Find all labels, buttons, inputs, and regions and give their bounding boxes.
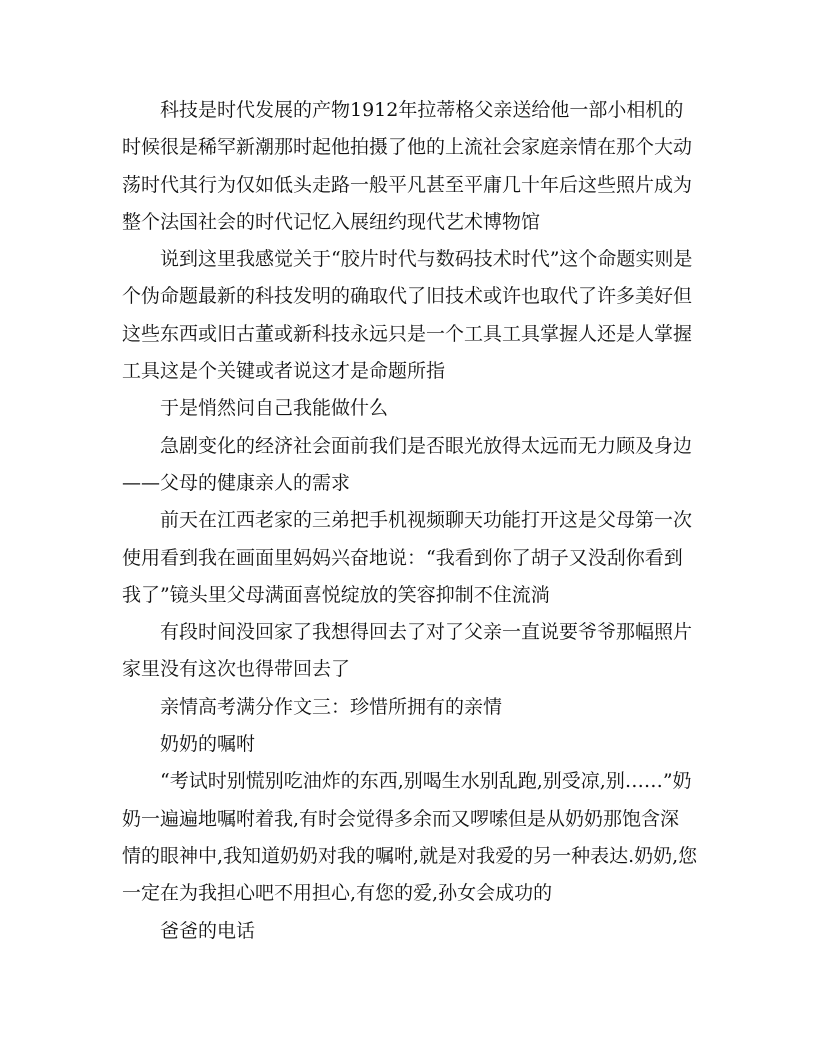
paragraph-grandma-advice: “考试时别慌别吃油炸的东西,别喝生水别乱跑,别受凉,别……”奶奶一遍遍地嘱咐着我,有时会觉得多余而又啰嗦但是从奶奶那饱含深情的眼神中,我知道奶奶对我的嘱咐,就是对我爱的另一种表达.奶奶,您一定在为我担心吧不用担心,有您的爱,孙女会成功的: [122, 770, 698, 905]
paragraph-technology-era: 科技是时代发展的产物1912年拉蒂格父亲送给他一部小相机的时候很是稀罕新潮那时起他拍摄了他的上流社会家庭亲情在那个大动荡时代其行为仅如低头走路一般平凡甚至平庸几十年后这些照片成为整个法国社会的时代记忆入展纽约现代艺术博物馆: [122, 99, 693, 233]
paragraph-video-chat: 前天在江西老家的三弟把手机视频聊天功能打开这是父母第一次使用看到我在画面里妈妈兴奋地说：“我看到你了胡子又没刮你看到我了”镜头里父母满面喜悦绽放的笑容抑制不住流淌: [122, 509, 693, 606]
subheading-dad-call: 爸爸的电话: [160, 919, 256, 942]
essay-body: [122, 92, 698, 950]
paragraph-what-can-i-do: 于是悄然问自己我能做什么: [160, 397, 389, 420]
subheading-grandma: 奶奶的嘱咐: [160, 733, 256, 756]
section-heading-essay-three: 亲情高考满分作文三：珍惜所拥有的亲情: [160, 695, 503, 718]
paragraph-parents-needs: 急剧变化的经济社会面前我们是否眼光放得太远而无力顾及身边——父母的健康亲人的需求: [122, 434, 693, 494]
paragraph-go-home: 有段时间没回家了我想得回去了对了父亲一直说要爷爷那幅照片家里没有这次也得带回去了: [122, 621, 693, 681]
paragraph-film-vs-digital: 说到这里我感觉关于“胶片时代与数码技术时代”这个命题实则是个伪命题最新的科技发明的确取代了旧技术或许也取代了许多美好但这些东西或旧古董或新科技永远只是一个工具工具掌握人还是人掌握工具这是个关键或者说这才是命题所指: [122, 248, 693, 383]
